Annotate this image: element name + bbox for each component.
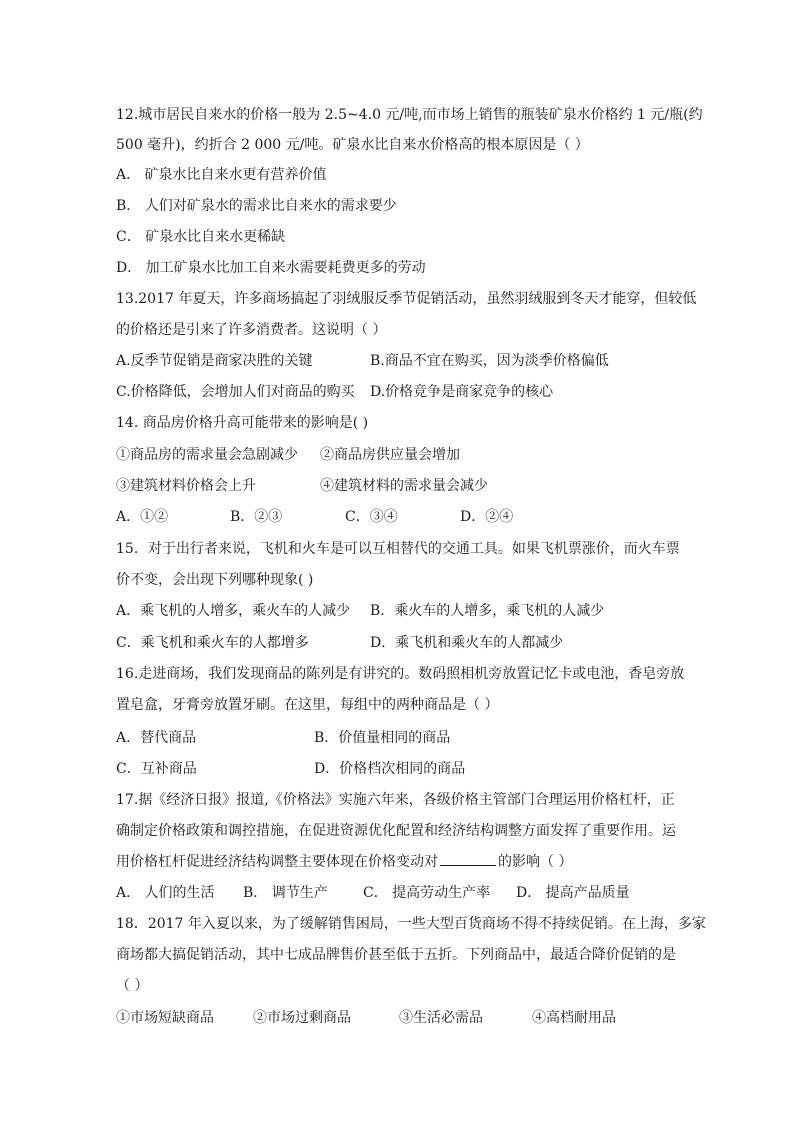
- q17-answer-blank: [440, 853, 496, 866]
- q15-option-c: C．乘飞机和乘火车的人都增多: [116, 635, 309, 651]
- q17-option-c: C． 提高劳动生产率: [363, 885, 491, 901]
- q12-option-c: C． 矿泉水比自来水更稀缺: [116, 229, 286, 245]
- q12-option-d: D． 加工矿泉水比加工自来水需要耗费更多的劳动: [116, 260, 426, 276]
- q16-option-b: B．价值量相同的商品: [314, 730, 451, 746]
- q15-stem-line1: 15．对于出行者来说，飞机和火车是可以互相替代的交通工具。如果飞机票涨价，而火车票: [116, 541, 680, 557]
- q14-stem: 14. 商品房价格升高可能带来的影响是( ): [116, 415, 369, 431]
- q18-stem-line1: 18．2017 年入夏以来，为了缓解销售困局，一些大型百货商场不得不持续促销。在上海，多家: [116, 916, 706, 932]
- q18-item4: ④高档耐用品: [532, 1010, 616, 1026]
- q16-stem-line1: 16.走进商场，我们发现商品的陈列是有讲究的。数码照相机旁放置记忆卡或电池，香皂旁放: [116, 666, 685, 682]
- q16-stem-line2: 置皂盒，牙膏旁放置牙刷。在这里，每组中的两种商品是（ ）: [116, 697, 499, 713]
- q17-option-b: B． 调节生产: [243, 885, 328, 901]
- q17-stem-line3: [116, 853, 572, 871]
- q18-item3: ③生活必需品: [399, 1010, 483, 1026]
- q17-stem-line3-post: 的影响（ ）: [498, 854, 573, 870]
- q13-stem-line2: 的价格还是引来了许多消费者。这说明（ ）: [116, 322, 387, 338]
- q18-item2: ②市场过剩商品: [253, 1010, 351, 1026]
- q17-option-a: A． 人们的生活: [116, 885, 215, 901]
- q16-option-a: A．替代商品: [116, 730, 197, 746]
- q12-stem-line2: 500 毫升)，约折合 2 000 元/吨。矿泉水比自来水价格高的根本原因是（ ）: [116, 137, 589, 153]
- q18-stem-line3: （ ）: [116, 978, 149, 994]
- q15-option-b: B．乘火车的人增多，乘飞机的人减少: [370, 603, 605, 619]
- q14-option-b: B．②③: [230, 509, 283, 525]
- q15-stem-line2: 价不变，会出现下列哪种现象( ): [116, 572, 314, 588]
- q15-option-a: A．乘飞机的人增多，乘火车的人减少: [116, 603, 351, 619]
- q17-stem-line2: 确制定价格政策和调控措施，在促进资源优化配置和经济结构调整方面发挥了重要作用。运: [116, 823, 676, 839]
- q14-item2: ②商品房供应量会增加: [320, 447, 460, 463]
- q13-option-b: B.商品不宜在购买，因为淡季价格偏低: [370, 353, 609, 369]
- q13-option-d: D.价格竞争是商家竞争的核心: [370, 384, 554, 400]
- q16-option-c: C．互补商品: [116, 761, 197, 777]
- q14-option-a: A．①②: [116, 509, 169, 525]
- q15-option-d: D．乘飞机和乘火车的人都减少: [370, 635, 564, 651]
- q14-item3: ③建筑材料价格会上升: [116, 478, 256, 494]
- q13-option-c: C.价格降低，会增加人们对商品的购买: [116, 384, 355, 400]
- q18-item1: ①市场短缺商品: [116, 1010, 214, 1026]
- q14-item1: ①商品房的需求量会急剧减少: [116, 447, 298, 463]
- q14-option-c: C．③④: [345, 509, 398, 525]
- q14-item4: ④建筑材料的需求量会减少: [320, 478, 488, 494]
- q13-stem-line1: 13.2017 年夏天，许多商场搞起了羽绒服反季节促销活动，虽然羽绒服到冬天才能穿，但较低: [116, 291, 697, 307]
- q17-option-d: D． 提高产品质量: [516, 885, 630, 901]
- q17-stem-line1: 17.据《经济日报》报道,《价格法》实施六年来，各级价格主管部门合理运用价格杠杆，正: [116, 792, 675, 808]
- q18-stem-line2: 商场都大搞促销活动，其中七成品牌售价甚至低于五折。下列商品中，最适合降价促销的是: [116, 947, 676, 963]
- q16-option-d: D．价格档次相同的商品: [314, 761, 466, 777]
- q14-option-d: D．②④: [460, 509, 514, 525]
- q12-option-a: A． 矿泉水比自来水更有营养价值: [116, 167, 327, 183]
- q12-stem-line1: 12.城市居民自来水的价格一般为 2.5~4.0 元/吨,而市场上销售的瓶装矿泉水价格约 1 元/瓶(约: [116, 107, 703, 123]
- q17-stem-line3-pre: 用价格杠杆促进经济结构调整主要体现在价格变动对: [116, 854, 438, 870]
- q12-option-b: B． 人们对矿泉水的需求比自来水的需求要少: [116, 198, 397, 214]
- q13-option-a: A.反季节促销是商家决胜的关键: [116, 353, 313, 369]
